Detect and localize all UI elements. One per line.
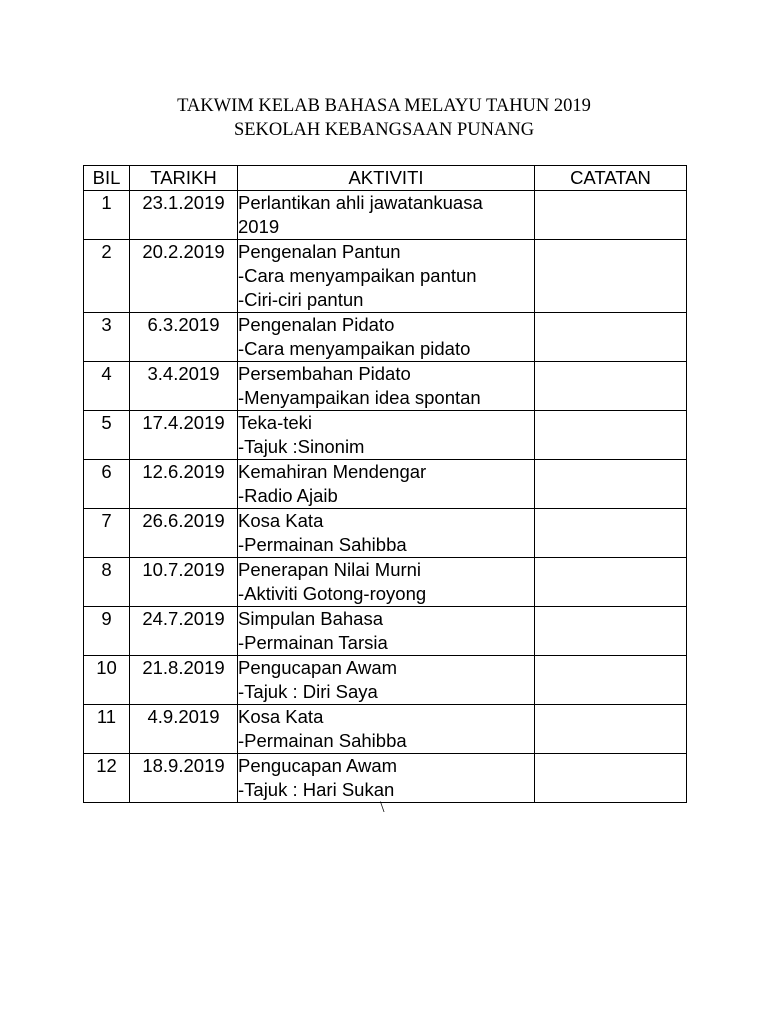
cell-bil: 11 <box>84 705 130 754</box>
cell-aktiviti <box>238 607 535 656</box>
table-row <box>84 607 687 656</box>
cell-aktiviti <box>238 191 535 240</box>
table-row <box>84 656 687 705</box>
cell-tarikh: 18.9.2019 <box>130 754 238 803</box>
cell-tarikh: 10.7.2019 <box>130 558 238 607</box>
table-row <box>84 509 687 558</box>
aktiviti-line: -Tajuk : Hari Sukan <box>238 779 395 800</box>
cell-catatan <box>535 607 687 656</box>
cell-bil: 2 <box>84 240 130 313</box>
cell-aktiviti <box>238 362 535 411</box>
aktiviti-line: -Aktiviti Gotong-royong <box>238 583 427 604</box>
aktiviti-line: -Radio Ajaib <box>238 485 338 506</box>
title-line-2: SEKOLAH KEBANGSAAN PUNANG <box>233 120 535 140</box>
column-header-tarikh: TARIKH <box>130 166 238 191</box>
activity-calendar-table <box>83 165 687 803</box>
cell-aktiviti <box>238 411 535 460</box>
column-header-catatan: CATATAN <box>535 166 687 191</box>
cell-aktiviti <box>238 509 535 558</box>
cell-catatan <box>535 362 687 411</box>
aktiviti-line: -Permainan Sahibba <box>238 534 407 555</box>
cell-bil: 5 <box>84 411 130 460</box>
cell-catatan <box>535 656 687 705</box>
cell-tarikh: 21.8.2019 <box>130 656 238 705</box>
cell-bil: 3 <box>84 313 130 362</box>
cell-catatan <box>535 411 687 460</box>
aktiviti-line: Simpulan Bahasa <box>238 608 384 629</box>
cell-aktiviti <box>238 754 535 803</box>
cell-tarikh: 12.6.2019 <box>130 460 238 509</box>
table-row <box>84 754 687 803</box>
cell-tarikh: 23.1.2019 <box>130 191 238 240</box>
aktiviti-line: 2019 <box>238 216 280 237</box>
aktiviti-line: -Tajuk : Diri Saya <box>238 681 378 702</box>
table-row <box>84 705 687 754</box>
cell-bil: 10 <box>84 656 130 705</box>
table-header-row <box>84 166 687 191</box>
aktiviti-line: Persembahan Pidato <box>238 363 411 384</box>
cell-aktiviti <box>238 656 535 705</box>
cell-catatan <box>535 754 687 803</box>
aktiviti-line: Kemahiran Mendengar <box>238 461 427 482</box>
aktiviti-line: -Cara menyampaikan pidato <box>238 338 471 359</box>
aktiviti-line: -Tajuk :Sinonim <box>238 436 365 457</box>
table-row <box>84 362 687 411</box>
aktiviti-line: Kosa Kata <box>238 510 324 531</box>
cell-aktiviti <box>238 313 535 362</box>
cell-tarikh: 26.6.2019 <box>130 509 238 558</box>
table-body <box>84 191 687 803</box>
table-row <box>84 460 687 509</box>
cell-bil: 7 <box>84 509 130 558</box>
document-title <box>0 94 768 142</box>
aktiviti-line: Pengucapan Awam <box>238 657 398 678</box>
cell-tarikh: 17.4.2019 <box>130 411 238 460</box>
aktiviti-line: -Ciri-ciri pantun <box>238 289 364 310</box>
cell-catatan <box>535 558 687 607</box>
aktiviti-line: Teka-teki <box>238 412 313 433</box>
aktiviti-line: Pengenalan Pantun <box>238 241 401 262</box>
table-row <box>84 558 687 607</box>
cell-aktiviti <box>238 705 535 754</box>
cell-catatan <box>535 240 687 313</box>
table-row <box>84 313 687 362</box>
table-row <box>84 411 687 460</box>
aktiviti-line: -Permainan Tarsia <box>238 632 388 653</box>
title-line-1: TAKWIM KELAB BAHASA MELAYU TAHUN 2019 <box>177 96 591 116</box>
aktiviti-line: -Menyampaikan idea spontan <box>238 387 481 408</box>
cell-tarikh: 3.4.2019 <box>130 362 238 411</box>
column-header-bil: BIL <box>84 166 130 191</box>
table-row <box>84 191 687 240</box>
cell-catatan <box>535 191 687 240</box>
cell-catatan <box>535 509 687 558</box>
cell-bil: 12 <box>84 754 130 803</box>
cell-tarikh: 24.7.2019 <box>130 607 238 656</box>
aktiviti-line: Kosa Kata <box>238 706 324 727</box>
table-row <box>84 240 687 313</box>
cell-bil: 1 <box>84 191 130 240</box>
cell-catatan <box>535 313 687 362</box>
aktiviti-line: -Cara menyampaikan pantun <box>238 265 477 286</box>
cell-tarikh: 4.9.2019 <box>130 705 238 754</box>
cell-catatan <box>535 705 687 754</box>
cell-bil: 4 <box>84 362 130 411</box>
cell-bil: 9 <box>84 607 130 656</box>
aktiviti-line: -Permainan Sahibba <box>238 730 407 751</box>
cell-bil: 6 <box>84 460 130 509</box>
aktiviti-line: Pengucapan Awam <box>238 755 398 776</box>
aktiviti-line: Pengenalan Pidato <box>238 314 395 335</box>
cell-aktiviti <box>238 460 535 509</box>
cell-tarikh: 20.2.2019 <box>130 240 238 313</box>
cell-aktiviti <box>238 240 535 313</box>
cell-bil: 8 <box>84 558 130 607</box>
cell-aktiviti <box>238 558 535 607</box>
stray-backslash-mark: \ <box>380 799 385 816</box>
column-header-aktiviti: AKTIVITI <box>238 166 535 191</box>
cell-catatan <box>535 460 687 509</box>
aktiviti-line: Penerapan Nilai Murni <box>238 559 422 580</box>
cell-tarikh: 6.3.2019 <box>130 313 238 362</box>
aktiviti-line: Perlantikan ahli jawatankuasa <box>238 192 483 213</box>
